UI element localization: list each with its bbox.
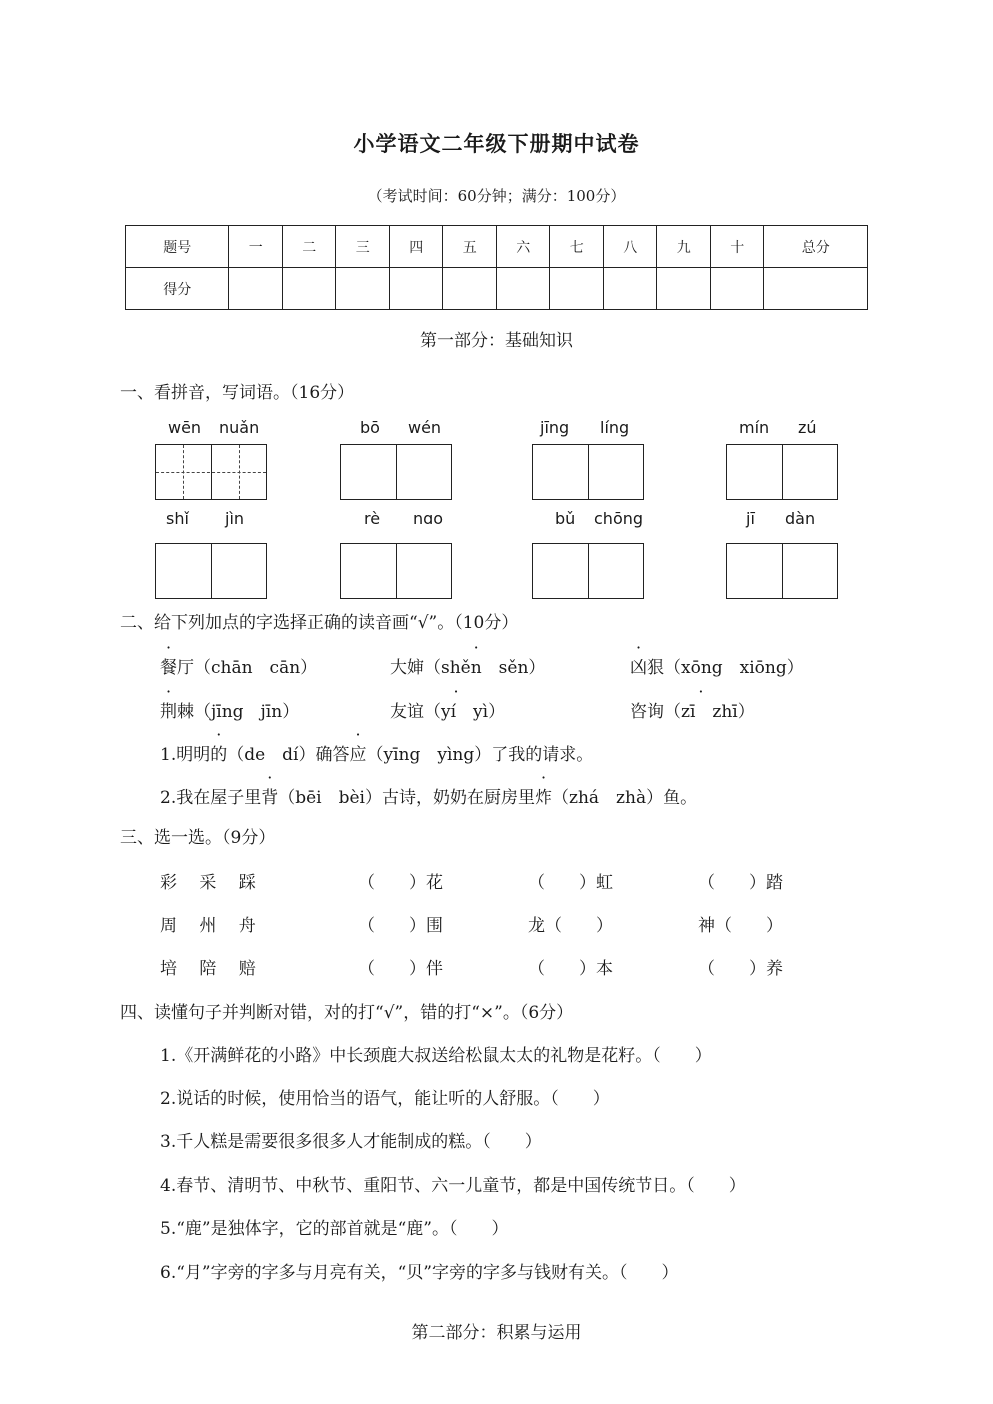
pinyin: wēn (168, 418, 202, 437)
score-cell[interactable] (657, 268, 711, 310)
dotted-char: 炸 (535, 788, 552, 808)
sentence-text: （zhá zhà）鱼。 (552, 788, 698, 808)
pinyin: nɑo (413, 509, 444, 528)
judge-item[interactable]: 5.“鹿”是独体字，它的部首就是“鹿”。（ ） (160, 1219, 509, 1239)
judge-item[interactable]: 2.说话的时候，使用恰当的语气，能让听的人舒服。（ ） (160, 1089, 610, 1109)
table-cell: 六 (496, 226, 550, 268)
reading-item (390, 697, 505, 722)
judge-item[interactable]: 3.千人糕是需要很多很多人才能制成的糕。（ ） (160, 1132, 542, 1152)
exam-info: （考试时间：60分钟；满分：100分） (367, 187, 626, 205)
dotted-char: 背 (261, 788, 279, 808)
pinyin: nuǎn (219, 418, 260, 437)
blank-item[interactable]: （ ）花 (358, 873, 443, 893)
pinyin: chōng (594, 509, 644, 528)
sentence-text: （de dí）确答 (227, 745, 350, 765)
table-cell: 八 (603, 226, 657, 268)
blank-item[interactable]: 龙（ ） (528, 916, 613, 936)
char-choices: 彩 采 踩 (160, 873, 256, 893)
pinyin: wén (408, 418, 442, 437)
writing-grid[interactable] (532, 543, 644, 599)
reading-item (630, 653, 804, 678)
pinyin: zú (798, 418, 817, 437)
table-cell: 得分 (126, 268, 229, 310)
table-cell: 七 (550, 226, 604, 268)
score-cell[interactable] (496, 268, 550, 310)
blank-item[interactable]: （ ）踏 (698, 873, 783, 893)
writing-grid[interactable] (726, 543, 838, 599)
reading-sentence (160, 740, 593, 765)
blank-item[interactable]: （ ）虹 (528, 873, 613, 893)
q3-title: 三、选一选。（9分） (120, 828, 276, 848)
pinyin: líng (600, 418, 630, 437)
reading-item (390, 653, 545, 678)
sentence-text: （bēi bèi）古诗，奶奶在厨房里 (278, 788, 535, 808)
writing-grid[interactable] (155, 543, 267, 599)
reading-item (160, 653, 317, 678)
score-cell[interactable] (443, 268, 497, 310)
pinyin: bō (360, 418, 380, 437)
sentence-text: 2.我在屋子里 (160, 788, 262, 808)
pinyin: rè (364, 509, 381, 528)
q1-title: 一、看拼音，写词语。（16分） (120, 383, 355, 403)
sentence-text: 1.明明 (160, 745, 211, 765)
writing-grid[interactable] (155, 444, 267, 500)
blank-item[interactable]: （ ）本 (528, 959, 613, 979)
judge-item[interactable]: 4.春节、清明节、中秋节、重阳节、六一儿童节，都是中国传统节日。（ ） (160, 1176, 746, 1196)
writing-grid[interactable] (340, 444, 452, 500)
reading-options: · 谊（yí yì） (407, 697, 505, 722)
score-cell[interactable] (550, 268, 604, 310)
part2-heading: 第二部分：积累与运用 (411, 1323, 582, 1343)
score-cell[interactable] (603, 268, 657, 310)
sentence-text: （yīng yìng）了我的请求。 (366, 745, 594, 765)
reading-options: 棘（jīng jīn） (177, 702, 300, 722)
table-row (126, 268, 868, 310)
pinyin: jìn (225, 509, 245, 528)
dotted-char: 凶 (630, 658, 647, 678)
dotted-char: 荆 (160, 702, 177, 722)
char-choices: 培 陪 赔 (160, 959, 256, 979)
score-cell[interactable] (336, 268, 390, 310)
writing-grid[interactable] (726, 444, 838, 500)
dotted-char: 的 (210, 745, 228, 765)
judge-item[interactable]: 1.《开满鲜花的小路》中长颈鹿大叔送给松鼠太太的礼物是花籽。（ ） (160, 1046, 712, 1066)
page-title: 小学语文二年级下册期中试卷 (353, 131, 640, 156)
blank-item[interactable]: （ ）围 (358, 916, 443, 936)
pinyin: dàn (785, 509, 816, 528)
plain-char: 友 (390, 702, 407, 722)
pinyin: bǔ (555, 509, 576, 528)
part1-heading: 第一部分：基础知识 (420, 331, 573, 351)
blank-item[interactable]: （ ）养 (698, 959, 783, 979)
reading-sentence (160, 783, 697, 808)
table-cell: 三 (336, 226, 390, 268)
dotted-char: 餐 (160, 658, 177, 678)
table-cell: 五 (443, 226, 497, 268)
score-cell[interactable] (710, 268, 764, 310)
score-cell[interactable] (229, 268, 283, 310)
table-cell: 九 (657, 226, 711, 268)
dotted-char: 应 (349, 745, 367, 765)
reading-options: · 婶（shěn sěn） (407, 653, 545, 678)
plain-char: 大 (390, 658, 407, 678)
score-table (125, 225, 868, 310)
pinyin: mín (739, 418, 770, 437)
blank-item[interactable]: （ ）伴 (358, 959, 443, 979)
judge-item[interactable]: 6.“月”字旁的字多与月亮有关，“贝”字旁的字多与钱财有关。（ ） (160, 1263, 679, 1283)
reading-item (630, 697, 755, 722)
pinyin: shǐ (166, 509, 189, 528)
table-cell: 一 (229, 226, 283, 268)
table-cell: 题号 (126, 226, 229, 268)
table-cell: 总分 (764, 226, 868, 268)
q2-title: 二、给下列加点的字选择正确的读音画“√”。（10分） (120, 613, 519, 633)
table-cell: 四 (389, 226, 443, 268)
pinyin: jī (746, 509, 755, 528)
table-cell: 十 (710, 226, 764, 268)
reading-options: 厅（chān cān） (177, 658, 318, 678)
plain-char: 咨 (630, 702, 647, 722)
score-cell[interactable] (764, 268, 868, 310)
score-cell[interactable] (282, 268, 336, 310)
table-cell: 二 (282, 226, 336, 268)
pinyin: jīng (540, 418, 570, 437)
score-cell[interactable] (389, 268, 443, 310)
writing-grid[interactable] (532, 444, 644, 500)
writing-grid[interactable] (340, 543, 452, 599)
reading-options: 狠（xōng xiōng） (647, 658, 804, 678)
reading-item (160, 697, 299, 722)
reading-options: · 询（zī zhī） (647, 697, 755, 722)
blank-item[interactable]: 神（ ） (698, 916, 783, 936)
table-row (126, 226, 868, 268)
q4-title: 四、读懂句子并判断对错，对的打“√”，错的打“×”。（6分） (120, 1003, 574, 1023)
char-choices: 周 州 舟 (160, 916, 256, 936)
